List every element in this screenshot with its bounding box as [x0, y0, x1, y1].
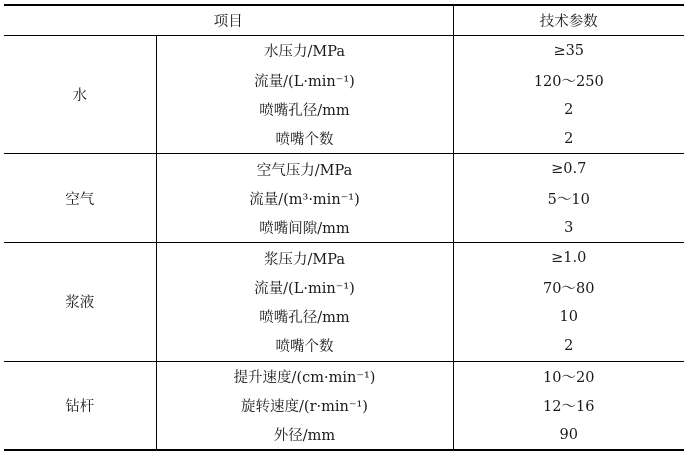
row-value: 12～16	[453, 391, 684, 420]
row-value: 5～10	[453, 184, 684, 213]
group-label: 空气	[4, 154, 156, 243]
group-label: 钻杆	[4, 361, 156, 450]
row-value: 10～20	[453, 361, 684, 391]
row-item: 喷嘴间隙/mm	[156, 213, 453, 243]
row-item: 提升速度/(cm·min⁻¹)	[156, 361, 453, 391]
row-value: 3	[453, 213, 684, 243]
row-item: 外径/mm	[156, 420, 453, 450]
group-label: 浆液	[4, 243, 156, 361]
row-item: 喷嘴个数	[156, 124, 453, 154]
row-value: 70～80	[453, 273, 684, 302]
row-item: 流量/(L·min⁻¹)	[156, 66, 453, 95]
header-item: 项目	[4, 5, 453, 36]
table-row	[4, 243, 684, 273]
row-value: 2	[453, 95, 684, 124]
header-row	[4, 5, 684, 36]
table-row	[4, 36, 684, 66]
row-value: 90	[453, 420, 684, 450]
row-value: 10	[453, 302, 684, 331]
group-label: 水	[4, 36, 156, 154]
row-item: 浆压力/MPa	[156, 243, 453, 273]
header-params: 技术参数	[453, 5, 684, 36]
spec-table-container	[4, 4, 684, 451]
row-item: 喷嘴个数	[156, 331, 453, 361]
table-row	[4, 154, 684, 184]
row-value: ≥0.7	[453, 154, 684, 184]
row-item: 空气压力/MPa	[156, 154, 453, 184]
row-item: 喷嘴孔径/mm	[156, 302, 453, 331]
row-item: 水压力/MPa	[156, 36, 453, 66]
row-item: 流量/(m³·min⁻¹)	[156, 184, 453, 213]
row-value: ≥35	[453, 36, 684, 66]
row-item: 流量/(L·min⁻¹)	[156, 273, 453, 302]
row-value: 2	[453, 331, 684, 361]
table-row	[4, 361, 684, 391]
row-value: 120～250	[453, 66, 684, 95]
row-item: 喷嘴孔径/mm	[156, 95, 453, 124]
row-value: ≥1.0	[453, 243, 684, 273]
technical-parameters-table	[4, 4, 684, 451]
row-value: 2	[453, 124, 684, 154]
row-item: 旋转速度/(r·min⁻¹)	[156, 391, 453, 420]
